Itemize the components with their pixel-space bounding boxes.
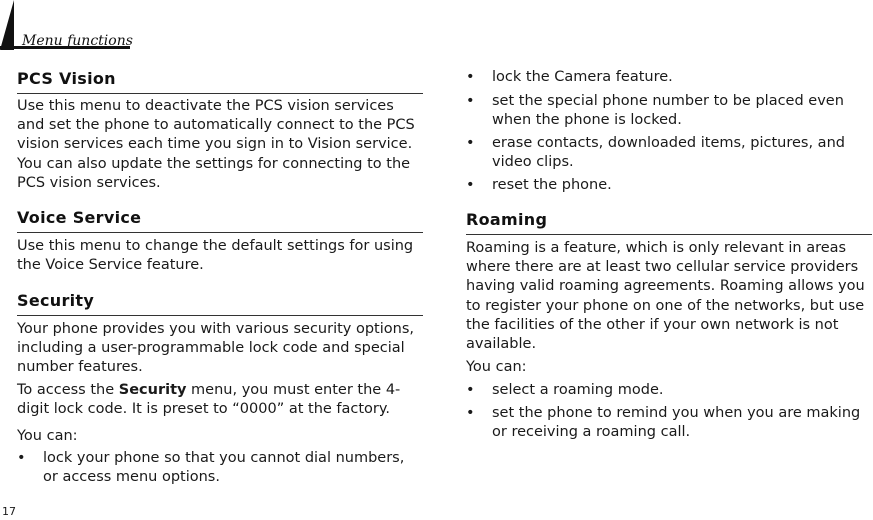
pcs-vision-body: Use this menu to deactivate the PCS vision services and set the phone to automatically connect to the PCS vision services each time you sign in to Vision service. You can also update the settings for connecting to the PCS vision services. bbox=[17, 98, 415, 191]
running-header: Menu functions bbox=[22, 33, 133, 49]
section-rule bbox=[466, 234, 872, 235]
list-item-text: lock the Camera feature. bbox=[492, 69, 673, 85]
security-access-paragraph bbox=[17, 381, 423, 419]
bullet-icon: • bbox=[466, 69, 475, 85]
voice-service-body: Use this menu to change the default settings for using the Voice Service feature. bbox=[17, 238, 414, 274]
list-item-text: select a roaming mode. bbox=[492, 382, 664, 398]
security-access-pre: To access the bbox=[17, 382, 119, 398]
list-item-text: set the special phone number to be placed even when the phone is locked. bbox=[492, 93, 844, 129]
bullet-icon: • bbox=[466, 177, 475, 193]
bullet-icon: • bbox=[466, 93, 475, 109]
security-body: Your phone provides you with various security options, including a user-programmable lock code and special number features. bbox=[17, 321, 414, 376]
bullet-icon: • bbox=[17, 450, 26, 466]
section-title-roaming: Roaming bbox=[466, 210, 548, 229]
security-menu-name: Security bbox=[118, 382, 187, 398]
bullet-icon: • bbox=[466, 405, 475, 421]
section-title-pcs-vision: PCS Vision bbox=[17, 69, 116, 88]
bullet-icon: • bbox=[466, 135, 475, 151]
bullet-icon: • bbox=[466, 382, 475, 398]
security-access-post: menu, you must enter the 4-digit lock code. It is preset to “0000” at the factory. bbox=[17, 382, 401, 418]
list-item-text: erase contacts, downloaded items, pictures, and video clips. bbox=[492, 135, 845, 171]
section-title-voice-service: Voice Service bbox=[17, 208, 142, 227]
roaming-body: Roaming is a feature, which is only relevant in areas where there are at least two cellular service providers having valid roaming agreements. Roaming allows you to register your phone on one of the networks, but use the facilities of the other if your own network is not available. bbox=[466, 240, 865, 353]
list-item-text: set the phone to remind you when you are making or receiving a roaming call. bbox=[492, 405, 861, 441]
list-item-text: reset the phone. bbox=[492, 177, 612, 193]
section-rule bbox=[17, 315, 423, 316]
you-can-label: You can: bbox=[466, 359, 527, 375]
section-title-security: Security bbox=[17, 291, 95, 310]
section-rule bbox=[17, 232, 423, 233]
header-accent-bar bbox=[0, 0, 14, 50]
section-rule bbox=[17, 93, 423, 94]
list-item-text: lock your phone so that you cannot dial numbers, or access menu options. bbox=[43, 450, 405, 486]
you-can-label: You can: bbox=[17, 428, 78, 444]
page-number: 17 bbox=[2, 505, 16, 518]
